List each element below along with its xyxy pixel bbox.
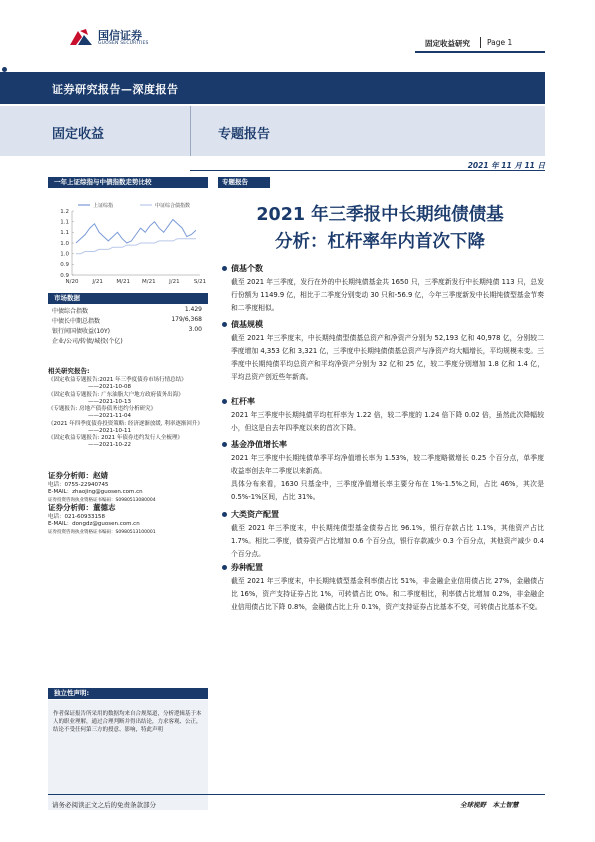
related-item [48,392,208,406]
related-item-title: 《固定收益专题报告: 2021 年债券违约发行人全梳理》 [48,435,183,441]
independence-section [48,688,208,699]
market-value: 3.00 [188,326,202,333]
report-kind: 专题报告 [218,127,271,142]
analyst-email[interactable]: E-MAIL：zhaojing@guosen.com.cn [48,489,143,495]
section-heading: 券种配置 [222,561,544,574]
y-tick-label: 1.0 [60,240,69,247]
related-item [48,406,208,420]
band-divider [190,106,191,156]
section-body: 截至 2021 年三季度末，中长期纯债型债基总资产和净资产分别为 52,193 亿和 40,978 亿，分别较二季度增加 4,353 亿和 3,321 亿，三季度中长期纯债债基总资产与净资产均大幅增长，平均规模未变。三季度中长期纯债平均总资产和平均净资产分别为 32 亿和 25 亿，较二季度分别增加 1.8 亿和 1.4 亿，平均总资产创近些年新高。 [231,334,544,381]
report-type-band [0,72,545,104]
section-heading: 基金净值增长率 [222,438,544,451]
section-body: 截至 2021 年三季度末，中长期纯债型基金债券占比 96.1%，银行存款占比 1.1%，其他资产占比 1.7%。相比二季度，债券资产占比增加 0.6 个百分点，银行存款减少 0.3 个百分点，其他资产减少 0.4 个百分点。 [231,524,544,558]
related-item [48,377,208,391]
analyst-role: 证券分析师： [48,471,93,480]
report-type: 证券研究报告—深度报告 [52,83,179,96]
y-tick-label: 1.1 [60,230,69,237]
market-value: 179/6,368 [171,316,202,323]
related-title: 相关研究报告: [48,367,90,375]
market-row [48,316,208,326]
independence-text: 作者保证报告所采用的数据均来自合规渠道，分析逻辑基于本人的职业理解，通过合理判断并得出结论，力求客观、公正，结论不受任何第三方的授意、影响，特此声明 [48,700,208,810]
analyst-phone: 电话：0755-22940745 [48,481,109,488]
section-body: 2021 年三季度中长期纯债单季平均净值增长率为 1.53%，较二季度略微增长 0.25 个百分点，单季度收益率创去年二季度以来新高。 具体分布来看，1630 只基金中，三季度净值增长率主要分布在 1%-1.5%之间，占比 46%，其次是 0.5%-1%区间，占比 31%。 [231,454,544,501]
section-asset-allocation [222,508,544,561]
section-heading: 债基个数 [222,262,544,275]
market-key: 中债长中期总指数 [52,318,101,325]
brand-logo [68,25,168,49]
series-line [76,239,196,254]
section-body: 截至 2021 年三季度末，中长期纯债型基金利率债占比 51%，非金融企业信用债占比 27%，金融债占比 16%，资产支持证券占比 1%，可转债占比 0%。和二季度相比，利率债占比增加 0.2%，非金融企业信用债占比下降 0.8%，金融债占比上升 0.1%，资产支持证券占比基本不变，可转债占比基本不变。 [231,577,544,611]
analyst-email[interactable]: E-MAIL：dongdz@guosen.com.cn [48,521,140,527]
market-row [48,326,208,336]
analyst-name: 董德志 [93,503,116,512]
x-tick-label: S/21 [193,279,207,285]
x-tick-label: M/21 [141,279,156,285]
section-fund-count [222,262,544,315]
header-category: 固定收益研究 [425,39,470,48]
section-fund-size [222,318,544,384]
related-item-title: 《2021 年四季度债券投资策略: 经济逐渐放缓, 利率逐渐回升》 [48,420,203,427]
analysts [48,472,208,536]
footer-disclaimer[interactable]: 请务必阅读正文之后的免责条款部分 [52,801,156,809]
related-item-title: 《固定收益专题报告:2021 年三季度债券市场行情总结》 [48,377,187,383]
brand-mark-icon [68,27,94,47]
related-reports [48,368,208,450]
trend-label: 一年上证综指与中债指数走势比较 [48,177,208,188]
trend-chart [48,197,208,289]
trend-section [48,177,208,188]
y-tick-label: 1.1 [60,219,69,226]
related-item-title: 《专题报告: 房地产债券债务违约分析研究》 [48,406,157,412]
analyst [48,504,208,536]
header-rule [415,51,545,53]
section-heading: 大类资产配置 [222,508,544,521]
section-heading: 杠杆率 [222,395,544,408]
related-item-date: ——2021-11-04 [88,413,131,419]
y-tick-label: 1.2 [60,208,69,215]
market-key: 企业/公司/转债/城投(个亿) [52,338,123,345]
section-leverage [222,395,544,435]
analyst-cert: 证券投资咨询执业资格证书编码：S0980513080004 [48,497,156,503]
header-page: Page 1 [487,38,513,47]
analyst-role: 证券分析师： [48,503,93,512]
section-body: 截至 2021 年三季度，发行在外的中长期纯债基金共 1650 只，三季度新发行中长期纯债 113 只，总发行份额为 1149.9 亿，相比于二季度分别变动 30 只和-56.9 亿，今年三季度新发中长期纯债型基金节奏和二季度相似。 [231,278,544,312]
related-item-date: ——2021-10-13 [88,398,131,405]
section-body: 2021 年三季度中长期纯债平均杠杆率为 1.22 倍，较二季度的 1.24 倍下降 0.02 倍，虽然此次降幅较小，但这是自去年四季度以来的首次下降。 [231,411,544,432]
related-item-date: ——2021-10-22 [88,442,131,448]
y-tick-label: 0.9 [60,272,69,279]
series-line [76,220,196,244]
section-heading: 债基规模 [222,318,544,331]
analyst [48,472,208,504]
independence-label: 独立性声明: [48,688,208,699]
page-title [220,202,540,256]
report-date: 2021 年 11 月 11 日 [467,161,545,170]
section-nav-growth [222,438,544,504]
analyst-phone: 电话：021-60933158 [48,513,105,520]
sector-label: 固定收益 [52,127,105,142]
sector-band [0,106,545,156]
x-tick-label: J/21 [92,279,103,285]
section-bond-allocation [222,561,544,614]
related-item-title: 《固定收益专题报告: 广东油脂大户地方政府债务出海》 [48,391,184,398]
x-tick-label: M/21 [116,279,131,285]
title-line-2: 分析：杠杆率年内首次下降 [275,232,485,252]
x-tick-label: J/21 [169,279,180,285]
y-tick-label: 0.9 [60,262,69,269]
market-label: 市场数据 [48,293,208,304]
related-item-date: ——2021-10-08 [88,384,131,390]
market-section [48,293,208,304]
market-key: 中债综合指数 [52,308,89,315]
y-tick-label: 1.0 [60,251,69,258]
related-item [48,421,208,435]
market-row [48,306,208,316]
brand-name: 国信证券 [98,29,142,42]
analyst-name: 赵婧 [93,471,108,480]
analyst-cert: 证券投资咨询执业资格证书编码：S0980513100001 [48,529,156,535]
date-rule [190,170,545,171]
header-separator [480,37,481,48]
market-key: 银行间国债收益(10Y) [52,328,110,335]
market-table [48,306,208,346]
footer-slogan: 全球视野 本土智慧 [460,801,519,809]
x-tick-label: N/20 [65,279,79,285]
related-item [48,435,208,449]
footer-rule [48,794,545,795]
market-value: 1.429 [184,306,202,313]
related-item-date: ——2021-10-11 [88,427,131,434]
title-line-1: 2021 年三季报中长期纯债债基 [256,205,504,225]
brand-name-en: GUOSEN SECURITIES [98,41,149,46]
legend-label: 上证综指 [93,203,114,209]
report-tag: 专题报告 [218,177,270,188]
market-row [48,336,208,346]
legend-label: 中证综合债指数 [155,203,191,209]
